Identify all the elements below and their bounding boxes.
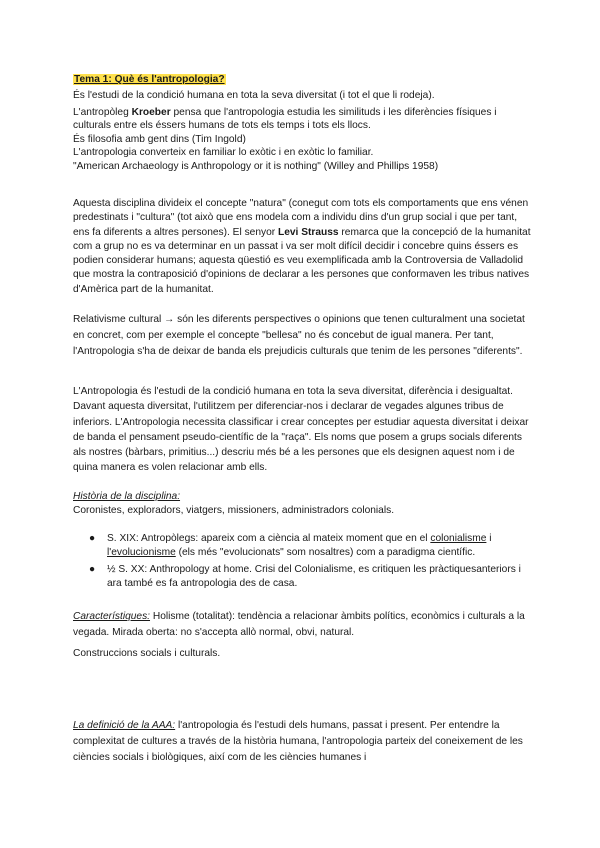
paragraph-text: remarca que la concepció de la humanitat com a grup no es va determinar en un passat i va ser molt difícil decidir i concebre quins éssers es podien considerar humans; aquesta qüestió es veu exemplificada amb la Controversia de Valladolid que mostra la contraposició d'opinions de declarar a les persones que conformaven les tribus natives d'Amèrica part de la humanitat. [73, 226, 531, 295]
caracteristiques-section [73, 609, 533, 662]
definicio-section [73, 718, 533, 767]
historia-heading: Història de la disciplina: [73, 491, 181, 502]
bullet-icon: ● [89, 533, 96, 544]
historia-section [73, 490, 533, 518]
historia-bullet-list [73, 532, 533, 594]
intro-line-4: L'antropologia converteix en familiar lo exòtic i en exòtic lo familiar. [73, 147, 374, 159]
construccions-line: Construccions socials i culturals. [73, 648, 221, 659]
intro-text: L'antropòleg [73, 106, 132, 118]
intro-block [73, 89, 533, 174]
paragraph-text: Aquesta disciplina divideix el concepte "natura" (conegut com tots els comportaments que ens vénen predestinats i "cultura" (tot això que ens modela com a individu dins d'un grup social i que per tant, ens fa diferents a altres persones). El senyor [73, 198, 529, 238]
page-title: Tema 1: Què és l'antropologia? [74, 74, 225, 85]
intro-line-1: És l'estudi de la condició humana en tota la seva diversitat (i tot el que li rodeja). [73, 90, 435, 101]
intro-line-5: "American Archaeology is Anthropology or it is nothing" (Willey and Phillips 1958) [73, 160, 439, 172]
intro-line-3: És filosofia amb gent dins (Tim Ingold) [73, 133, 246, 145]
intro-line-2 [73, 106, 533, 133]
evolucionisme-term: l'evolucionisme [107, 547, 176, 558]
paragraph-relativisme: Relativisme cultural → són les diferents perspectives o opinions que tenen culturalment una societat en concret, com per exemple el concepte "bellesa" no és concebut de igual manera. Per tant, l'Antropologia s'ha de deixar de banda els prejudicis culturals que tenim de les persones "diferents". [73, 314, 525, 357]
title-line [73, 73, 533, 87]
levi-strauss-name: Levi Strauss [277, 226, 339, 238]
list-item [73, 532, 533, 560]
list-text: ½ S. XX: Anthropology at home. Crisi del Colonialisme, es critiquen les pràctiquesanteriors i ara també es fa antropologia des de casa. [107, 564, 521, 589]
caracteristiques-heading: Característiques: [73, 611, 151, 622]
caracteristiques-text: Holisme (totalitat): tendència a relacionar àmbits polítics, econòmics i culturals a la vegada. Mirada oberta: no s'accepta allò normal, obvi, natural. [73, 611, 525, 638]
definicio-text: l'antropologia és l'estudi dels humans, passat i present. Per entendre la complexitat de cultures a través de la història humana, l'antropologia parteix del coneixement de les ciències socials i biològiques, així com de les ciències humanes i [73, 720, 523, 764]
bullet-icon: ● [89, 564, 96, 575]
definicio-heading: La definició de la AAA: [73, 720, 176, 731]
list-item [73, 563, 533, 591]
list-text: S. XIX: Antropòlegs: apareix com a ciència al mateix moment que en el [107, 533, 431, 544]
list-text: i [486, 533, 492, 544]
intro-text: pensa que l'antropologia estudia les similituds i les diferències físiques i culturals entre els éssers humans de tots els temps i tots els llocs. [73, 106, 497, 132]
colonialisme-term: colonialisme [430, 533, 487, 544]
list-text: (els més "evolucionats" som nosaltres) com a paradigma científic. [175, 547, 476, 558]
paragraph-natura [73, 197, 533, 297]
kroeber-name: Kroeber [131, 106, 171, 118]
historia-line: Coronistes, exploradors, viatgers, missioners, administradors colonials. [73, 505, 395, 516]
paragraph-condicio-humana: L'Antropologia és l'estudi de la condició humana en tota la seva diversitat, diferència i desigualtat. Davant aquesta diversitat, l'utilitzem per diferenciar-nos i declarar de vegades algunes tribus de inferiors. L'Antropologia necessita classificar i crear conceptes per estudiar aquesta diversitat i deixar de banda el pensament pseudo-científic de la "raça". Els noms que posem a grups socials diferents als nostres (bàrbars, primitius...) descriu més bé a les persones que els designen aquest nom i de quina manera es volen relacionar amb ells. [73, 386, 529, 474]
